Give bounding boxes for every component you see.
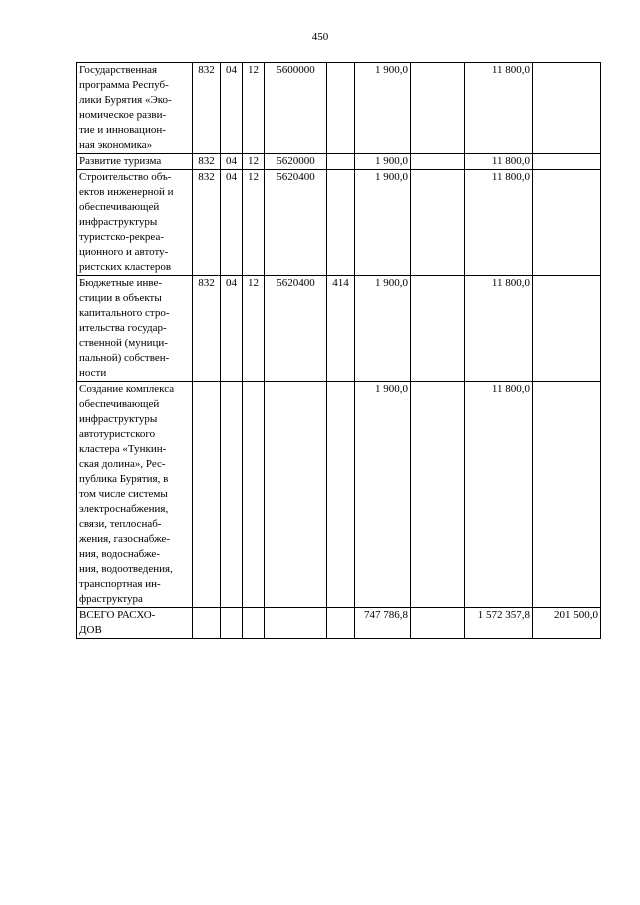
amount-4 <box>533 276 601 382</box>
subsection-code: 12 <box>243 276 265 382</box>
amount-2 <box>411 154 465 170</box>
type-code: 414 <box>327 276 355 382</box>
table-row-total <box>77 608 601 639</box>
amount-4 <box>533 382 601 608</box>
amount-4 <box>533 63 601 154</box>
section-code: 04 <box>221 170 243 276</box>
target-code: 5620000 <box>265 154 327 170</box>
amount-3: 1 572 357,8 <box>465 608 533 639</box>
ministry-code <box>193 608 221 639</box>
amount-1: 1 900,0 <box>355 276 411 382</box>
amount-1: 1 900,0 <box>355 170 411 276</box>
target-code <box>265 382 327 608</box>
amount-4 <box>533 170 601 276</box>
budget-table <box>76 62 601 639</box>
target-code <box>265 608 327 639</box>
row-name: Строительство объ- ектов инженерной и обеспечивающей инфраструктуры туристско-рекреа- ционного и автоту- ристских кластеров <box>77 170 193 276</box>
page-number: 450 <box>311 31 329 43</box>
subsection-code: 12 <box>243 154 265 170</box>
ministry-code <box>193 382 221 608</box>
section-code <box>221 608 243 639</box>
section-code <box>221 382 243 608</box>
amount-2 <box>411 170 465 276</box>
amount-4: 201 500,0 <box>533 608 601 639</box>
amount-2 <box>411 382 465 608</box>
table-row <box>77 170 601 276</box>
subsection-code: 12 <box>243 170 265 276</box>
ministry-code: 832 <box>193 276 221 382</box>
ministry-code: 832 <box>193 63 221 154</box>
table-row <box>77 276 601 382</box>
type-code <box>327 63 355 154</box>
amount-2 <box>411 276 465 382</box>
table-row <box>77 63 601 154</box>
row-name: Создание комплекса обеспечивающей инфраструктуры автотуристского кластера «Тункин- ская долина», Рес- публика Бурятия, в том числе системы электроснабжения, связи, теплоснаб- жения, газоснабже- ния, водоснабже- ния, водоотведения, транспортная ин- фраструктура <box>77 382 193 608</box>
amount-3: 11 800,0 <box>465 382 533 608</box>
amount-4 <box>533 154 601 170</box>
table-row <box>77 154 601 170</box>
type-code <box>327 382 355 608</box>
section-code: 04 <box>221 63 243 154</box>
amount-3: 11 800,0 <box>465 276 533 382</box>
target-code: 5620400 <box>265 170 327 276</box>
target-code: 5600000 <box>265 63 327 154</box>
section-code: 04 <box>221 276 243 382</box>
type-code <box>327 154 355 170</box>
ministry-code: 832 <box>193 154 221 170</box>
type-code <box>327 608 355 639</box>
subsection-code <box>243 608 265 639</box>
subsection-code <box>243 382 265 608</box>
subsection-code: 12 <box>243 63 265 154</box>
amount-2 <box>411 63 465 154</box>
amount-1: 1 900,0 <box>355 63 411 154</box>
type-code <box>327 170 355 276</box>
amount-3: 11 800,0 <box>465 170 533 276</box>
row-name: Государственная программа Респуб- лики Бурятия «Эко- номическое разви- тие и инновацион- ная экономика» <box>77 63 193 154</box>
amount-1: 747 786,8 <box>355 608 411 639</box>
amount-3: 11 800,0 <box>465 154 533 170</box>
table-row <box>77 382 601 608</box>
row-name: ВСЕГО РАСХО- ДОВ <box>77 608 193 639</box>
row-name: Развитие туризма <box>77 154 193 170</box>
row-name: Бюджетные инве- стиции в объекты капитального стро- ительства государ- ственной (муници- пальной) собствен- ности <box>77 276 193 382</box>
target-code: 5620400 <box>265 276 327 382</box>
amount-3: 11 800,0 <box>465 63 533 154</box>
amount-1: 1 900,0 <box>355 154 411 170</box>
ministry-code: 832 <box>193 170 221 276</box>
section-code: 04 <box>221 154 243 170</box>
amount-1: 1 900,0 <box>355 382 411 608</box>
amount-2 <box>411 608 465 639</box>
